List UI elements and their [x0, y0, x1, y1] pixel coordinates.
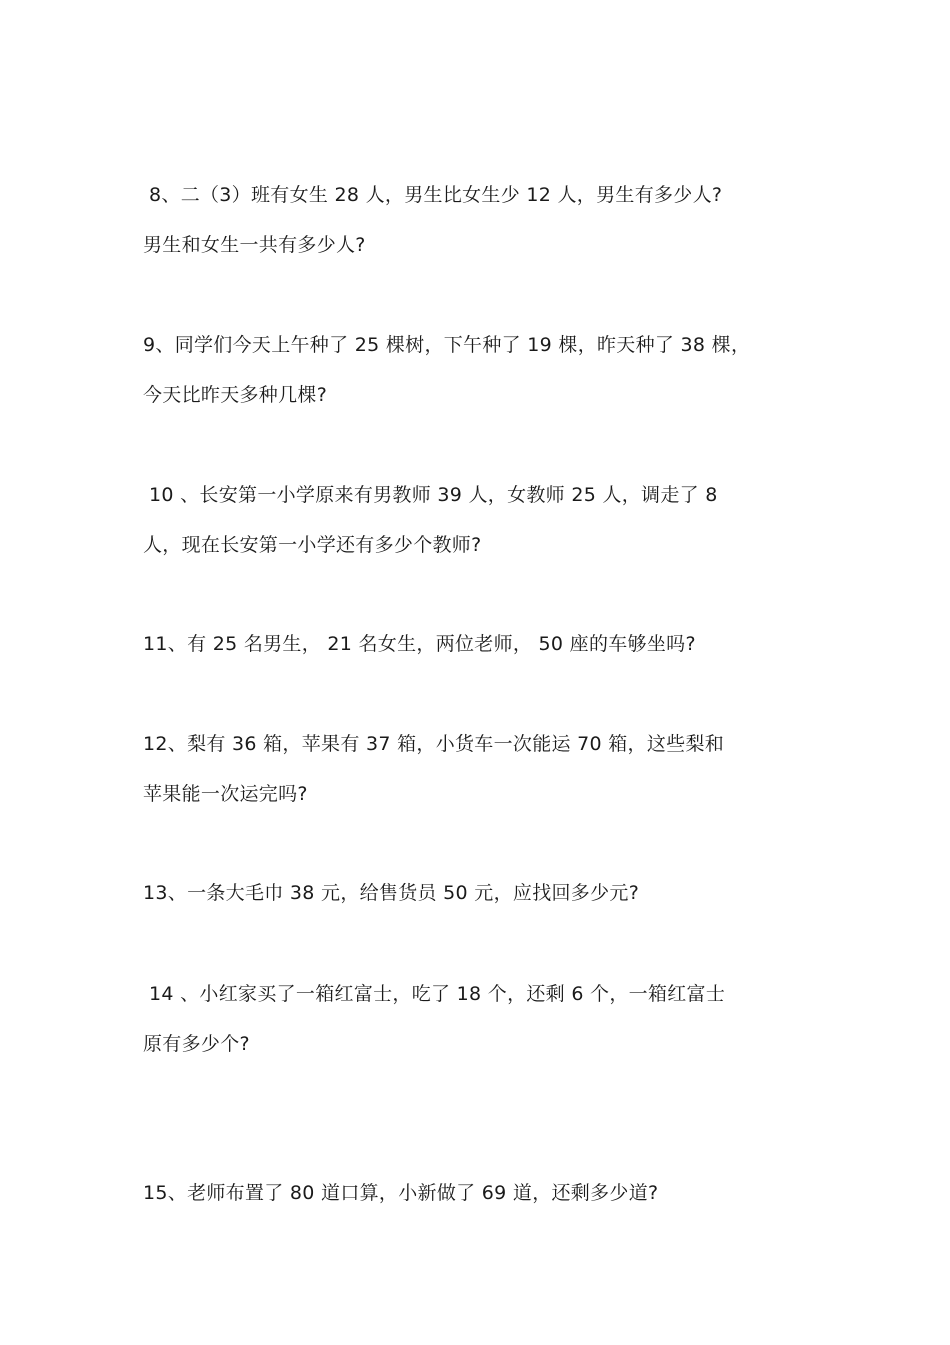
problem-12-line-2: 苹果能一次运完吗?	[143, 783, 308, 805]
problem-11	[143, 619, 823, 669]
problem-14	[143, 969, 823, 1069]
problem-13	[143, 868, 823, 918]
problem-11-line-1: 11、有 25 名男生， 21 名女生，两位老师， 50 座的车够坐吗?	[143, 633, 696, 655]
problem-9-line-2: 今天比昨天多种几棵?	[143, 384, 328, 406]
problem-10-line-1: 10 、长安第一小学原来有男教师 39 人，女教师 25 人，调走了 8	[149, 484, 718, 506]
problem-14-line-1: 14 、小红家买了一箱红富士，吃了 18 个，还剩 6 个，一箱红富士	[149, 983, 726, 1005]
problem-15-line-1: 15、老师布置了 80 道口算，小新做了 69 道，还剩多少道?	[143, 1182, 659, 1204]
problem-8-line-1: 8、二（3）班有女生 28 人，男生比女生少 12 人，男生有多少人?	[149, 184, 723, 206]
problem-9	[143, 320, 823, 420]
problem-12-line-1: 12、梨有 36 箱，苹果有 37 箱，小货车一次能运 70 箱，这些梨和	[143, 733, 725, 755]
problem-9-line-1: 9、同学们今天上午种了 25 棵树，下午种了 19 棵，昨天种了 38 棵，	[143, 334, 751, 356]
problem-15	[143, 1168, 823, 1218]
problem-14-line-2: 原有多少个?	[143, 1033, 250, 1055]
problem-12	[143, 719, 823, 819]
problem-8-line-2: 男生和女生一共有多少人?	[143, 234, 366, 256]
problem-13-line-1: 13、一条大毛巾 38 元，给售货员 50 元，应找回多少元?	[143, 882, 640, 904]
problem-10	[143, 470, 823, 570]
problem-10-line-2: 人，现在长安第一小学还有多少个教师?	[143, 534, 482, 556]
problem-8	[143, 170, 823, 270]
